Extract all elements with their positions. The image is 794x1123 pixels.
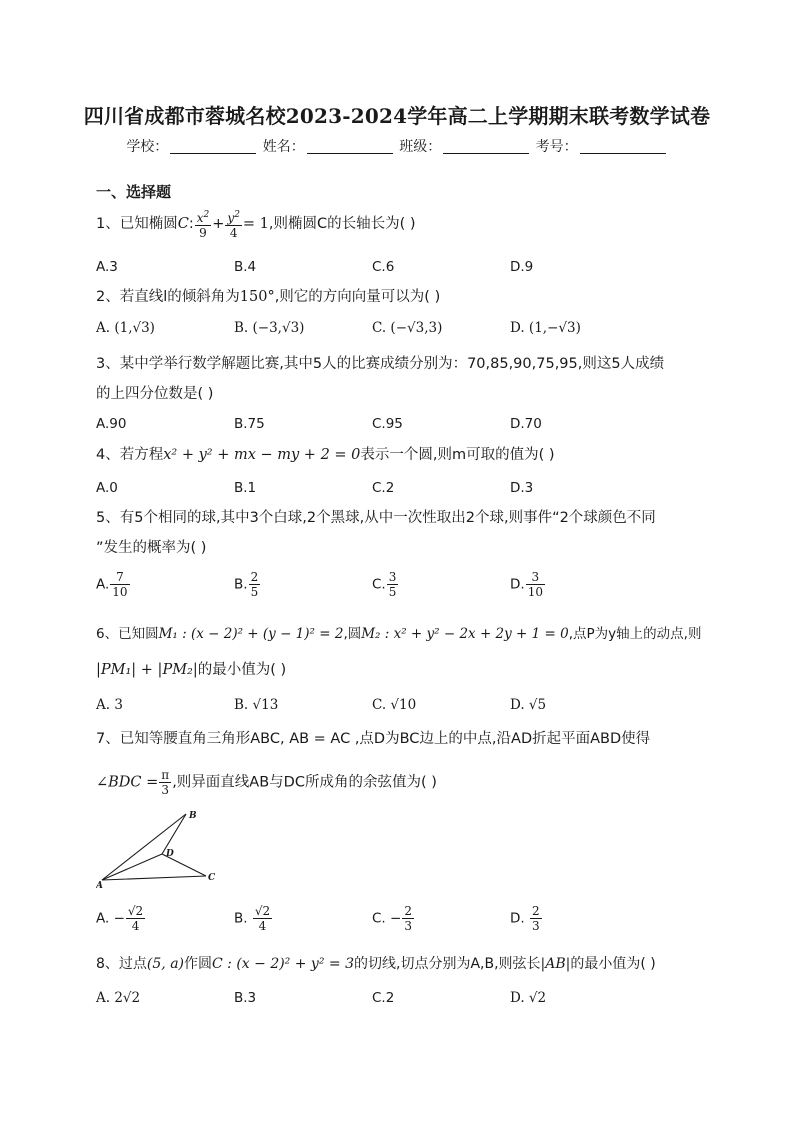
section-title: 一、选择题 (96, 183, 172, 201)
option-b[interactable]: B. (−3,√3) (234, 320, 305, 336)
question-8 (96, 954, 656, 974)
question-text: ,则异面直线AB与DC所成角的余弦值为( ) (172, 774, 437, 791)
question-text: 表示一个圆,则m可取的值为( ) (360, 447, 555, 463)
option-d[interactable]: D. (1,−√3) (510, 320, 581, 336)
question-number: 6、 (96, 626, 119, 642)
vertex-a-label: A (96, 881, 103, 890)
distance-expression: |PM₁| + |PM₂| (96, 662, 198, 678)
circle-m1-equation: M₁ : (x − 2)² + (y − 1)² = 2 (158, 626, 344, 642)
question-text: 若方程 (119, 447, 164, 463)
question-4 (96, 445, 555, 465)
option-c[interactable]: C.6 (372, 259, 395, 275)
chord-expression: |AB| (540, 956, 571, 972)
option-b[interactable]: B.3 (234, 990, 257, 1006)
vertex-b-label: B (189, 811, 197, 821)
option-d[interactable]: D.3 (510, 480, 534, 496)
triangle-figure (96, 808, 226, 890)
edge-ab (102, 814, 186, 880)
question-number: 5、 (96, 510, 120, 526)
option-a[interactable]: A.90 (96, 416, 127, 432)
question-text: ,则它的方向向量可以为( ) (274, 289, 441, 305)
option-d[interactable]: D.9 (510, 259, 534, 275)
question-number: 3、 (96, 356, 120, 372)
question-text: 有5个相同的球,其中3个白球,2个黑球,从中一次性取出2个球,则事件“2个球颜色不同 (119, 510, 656, 526)
question-6-line2 (96, 660, 286, 680)
option-a[interactable]: A. − $\frac{√2}{4}$ (96, 904, 144, 933)
option-c[interactable]: C.2 (372, 990, 395, 1006)
question-number: 1、 (96, 216, 120, 232)
question-text: 某中学举行数学解题比赛,其中5人的比赛成绩分别为：70,85,90,75,95,则这5人成绩 (119, 356, 665, 372)
student-info-line (0, 136, 794, 156)
option-b[interactable]: B. $\frac{2}{5}$ (234, 570, 259, 599)
question-text: 已知椭圆 (119, 216, 178, 232)
question-text: 的切线,切点分别为A,B,则弦长 (354, 956, 541, 972)
question-7-line2: ∠BDC = $\frac{\pi}{3}$ ,则异面直线AB与DC所成角的余弦值为( ) (96, 768, 437, 797)
question-text: ,点P为y轴上的动点,则 (568, 626, 702, 642)
circle-c-equation: C : (x − 2)² + y² = 3 (212, 956, 354, 972)
school-label: 学校： (126, 139, 169, 155)
question-number: 4、 (96, 447, 120, 463)
equation: x² + y² + mx − my + 2 = 0 (163, 447, 361, 463)
option-a[interactable]: A. 3 (96, 697, 123, 713)
option-a[interactable]: A. (1,√3) (96, 320, 155, 336)
question-text: ,圆 (343, 626, 362, 642)
option-d[interactable]: D.70 (510, 416, 542, 432)
edge-db (162, 814, 186, 854)
number-label: 考号： (535, 139, 578, 155)
option-b[interactable]: B.1 (234, 480, 257, 496)
option-c[interactable]: C. $\frac{3}{5}$ (372, 570, 397, 599)
option-c[interactable]: C.2 (372, 480, 395, 496)
question-text: 作圆 (184, 956, 212, 972)
question-1: 1、已知椭圆C: $\frac{x^2}{9}$ + $\frac{y^2}{4}$ = 1,则椭圆C的长轴长为( ) (96, 210, 416, 240)
option-b[interactable]: B.4 (234, 259, 257, 275)
question-text: 的最小值为( ) (570, 956, 656, 972)
question-6 (96, 624, 701, 644)
option-d[interactable]: D. $\frac{2}{3}$ (510, 904, 540, 933)
edge-ac (102, 876, 206, 880)
question-3 (96, 354, 664, 374)
option-c[interactable]: C. √10 (372, 697, 417, 713)
option-c[interactable]: C. − $\frac{2}{3}$ (372, 904, 412, 933)
name-label: 姓名： (262, 139, 305, 155)
question-5 (96, 508, 656, 528)
name-blank[interactable] (307, 139, 393, 154)
question-text: 已知圆 (118, 626, 159, 642)
edge-ad (102, 854, 162, 880)
vertex-c-label: C (208, 873, 216, 883)
option-a[interactable]: A. 2√2 (96, 990, 141, 1006)
option-a[interactable]: A.3 (96, 259, 118, 275)
question-text: 已知等腰直角三角形ABC, AB = AC ,点D为BC边上的中点,沿AD折起平面ABD使得 (119, 731, 651, 747)
circle-m2-equation: M₂ : x² + y² − 2x + 2y + 1 = 0 (361, 626, 569, 642)
question-text: 过点 (118, 956, 147, 972)
option-c[interactable]: C.95 (372, 416, 403, 432)
question-number: 8、 (96, 956, 119, 972)
option-c[interactable]: C. (−√3,3) (372, 320, 443, 336)
number-blank[interactable] (580, 139, 666, 154)
question-5-line2: ”发生的概率为( ) (96, 540, 207, 556)
point-expression: (5, a) (146, 956, 184, 972)
question-text: 若直线l的倾斜角为 (119, 289, 240, 305)
question-2 (96, 287, 440, 307)
option-b[interactable]: B.75 (234, 416, 265, 432)
question-number: 7、 (96, 731, 120, 747)
question-7 (96, 729, 650, 749)
question-text: 的最小值为( ) (197, 662, 287, 678)
option-d[interactable]: D. √2 (510, 990, 547, 1006)
question-3-line2: 的上四分位数是( ) (96, 386, 214, 402)
option-d[interactable]: D. √5 (510, 697, 547, 713)
angle-value: 150° (239, 289, 275, 305)
vertex-d-label: D (166, 849, 174, 859)
angle-expression: ∠BDC = (96, 774, 159, 791)
class-blank[interactable] (443, 139, 529, 154)
class-label: 班级： (399, 139, 442, 155)
option-a[interactable]: A.0 (96, 480, 118, 496)
option-b[interactable]: B. √13 (234, 697, 279, 713)
option-b[interactable]: B. $\frac{√2}{4}$ (234, 904, 271, 933)
exam-title: 四川省成都市蓉城名校2023-2024学年高二上学期期末联考数学试卷 (83, 104, 711, 128)
school-blank[interactable] (170, 139, 256, 154)
question-number: 2、 (96, 289, 120, 305)
option-a[interactable]: A. $\frac{7}{10}$ (96, 570, 128, 599)
option-d[interactable]: D. $\frac{3}{10}$ (510, 570, 543, 599)
question-text: ,则椭圆C的长轴长为( ) (268, 216, 416, 232)
